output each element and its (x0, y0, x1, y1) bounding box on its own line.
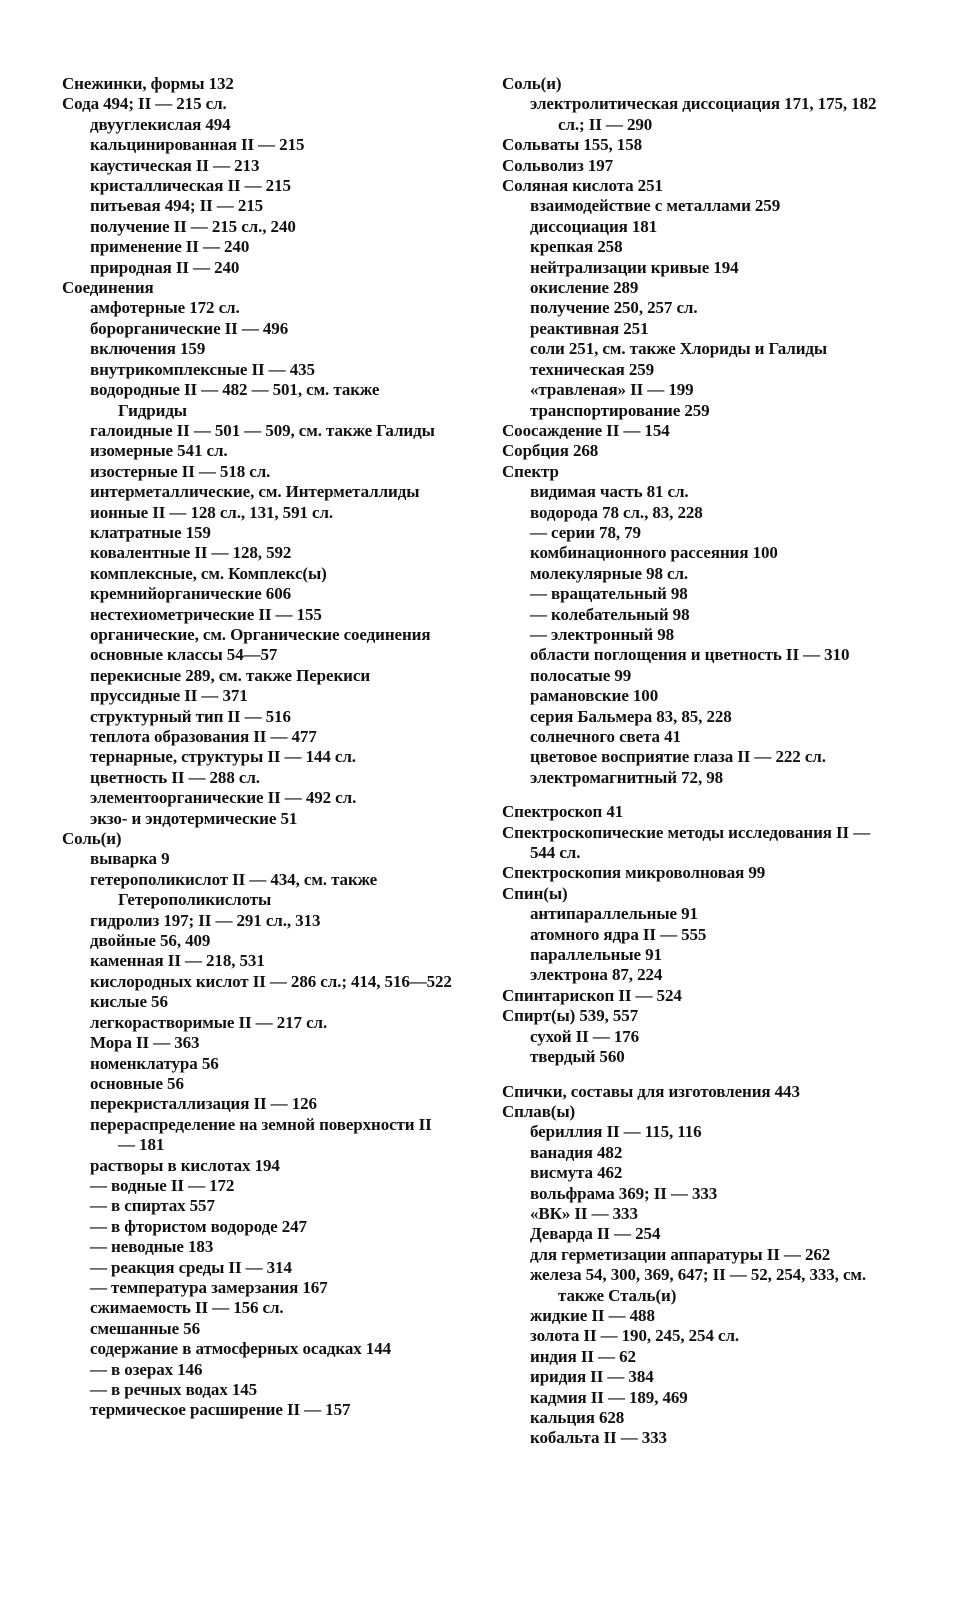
index-column-right (502, 74, 880, 1449)
index-subentry: тернарные, структуры II — 144 сл. (90, 747, 356, 767)
index-subentry: термическое расширение II — 157 (90, 1400, 351, 1420)
index-subentry: — электронный 98 (530, 624, 674, 644)
index-subentry: комплексные, см. Комплекс(ы) (90, 563, 327, 583)
index-subentry: галоидные II — 501 — 509, см. также Галиды (90, 420, 435, 440)
index-subentry: серия Бальмера 83, 85, 228 (530, 706, 732, 726)
index-subentry: кальция 628 (530, 1408, 625, 1427)
index-subentry: нестехиометрические II — 155 (90, 604, 322, 624)
index-subentry: амфотерные 172 сл. (90, 298, 240, 318)
index-subentry: питьевая 494; II — 215 (90, 196, 264, 216)
index-subentry: для герметизации аппаратуры II — 262 (530, 1244, 831, 1264)
index-subentry: цветовое восприятие глаза II — 222 сл. (530, 747, 826, 767)
index-subentry: внутрикомплексные II — 435 (90, 359, 315, 379)
index-subentry: природная II — 240 (90, 257, 240, 277)
index-entry: Спектр (502, 461, 559, 481)
index-entry: Соединения (62, 278, 154, 298)
index-subentry: гетерополикислот II — 434, см. также Гетерополикислоты (90, 869, 378, 910)
index-subentry: — реакция среды II — 314 (90, 1257, 292, 1277)
index-subentry: Деварда II — 254 (530, 1224, 661, 1244)
index-subentry: водородные II — 482 — 501, см. также Гидриды (90, 380, 380, 420)
index-subentry: — водные II — 172 (90, 1175, 235, 1195)
index-entry: Спектроскопия микроволновая 99 (502, 863, 766, 883)
index-subentry: диссоциация 181 (530, 216, 658, 236)
index-subentry: окисление 289 (530, 278, 639, 298)
index-subentry: комбинационного рассеяния 100 (530, 543, 778, 563)
index-entry: Снежинки, формы 132 (62, 74, 234, 93)
index-subentry: — в речных водах 145 (90, 1380, 258, 1399)
index-subentry: двууглекислая 494 (90, 114, 231, 134)
index-subentry: кобальта II — 333 (530, 1428, 667, 1448)
index-subentry: — неводные 183 (90, 1237, 214, 1257)
index-subentry: ионные II — 128 сл., 131, 591 сл. (90, 502, 334, 522)
index-subentry: содержание в атмосферных осадках 144 (90, 1339, 392, 1359)
index-subentry: видимая часть 81 сл. (530, 482, 689, 502)
index-subentry: молекулярные 98 сл. (530, 563, 689, 583)
index-entry: Сплав(ы) (502, 1101, 576, 1121)
index-entry: Соль(и) (502, 74, 562, 93)
index-subentry: кремнийорганические 606 (90, 584, 291, 604)
index-subentry: кислородных кислот II — 286 сл.; 414, 516—522 (90, 971, 452, 991)
index-subentry: соли 251, см. также Хлориды и Галиды (530, 339, 828, 359)
index-subentry: электролитическая диссоциация 171, 175, 182 сл.; II — 290 (530, 94, 877, 134)
index-subentry: электрона 87, 224 (530, 965, 663, 985)
index-subentry: кристаллическая II — 215 (90, 176, 291, 196)
index-subentry: — колебательный 98 (530, 604, 690, 624)
index-subentry: перекристаллизация II — 126 (90, 1094, 317, 1114)
index-subentry: реактивная 251 (530, 318, 649, 338)
index-subentry: электромагнитный 72, 98 (530, 767, 724, 787)
index-subentry: золота II — 190, 245, 254 сл. (530, 1326, 740, 1346)
index-subentry: включения 159 (90, 339, 206, 359)
index-subentry: выварка 9 (90, 849, 170, 869)
index-subentry: структурный тип II — 516 (90, 706, 291, 726)
index-subentry: клатратные 159 (90, 522, 211, 542)
index-subentry: области поглощения и цветность II — 310 (530, 645, 850, 665)
index-subentry: «ВК» II — 333 (530, 1203, 638, 1223)
index-subentry: получение 250, 257 сл. (530, 298, 698, 318)
index-subentry: — в спиртах 557 (90, 1196, 215, 1216)
index-subentry: номенклатура 56 (90, 1053, 219, 1073)
index-entry: Сода 494; II — 215 сл. (62, 94, 227, 114)
index-subentry: твердый 560 (530, 1047, 625, 1067)
index-subentry: крепкая 258 (530, 237, 623, 257)
index-subentry: висмута 462 (530, 1163, 623, 1183)
index-subentry: бериллия II — 115, 116 (530, 1122, 702, 1142)
index-subentry: взаимодействие с металлами 259 (530, 196, 781, 216)
index-subentry: элементоорганические II — 492 сл. (90, 788, 357, 808)
index-subentry: кислые 56 (90, 992, 168, 1012)
index-subentry: пруссидные II — 371 (90, 686, 248, 706)
index-subentry: антипараллельные 91 (530, 904, 698, 924)
index-subentry: растворы в кислотах 194 (90, 1155, 280, 1175)
index-subentry: перераспределение на земной поверхности II — 181 (90, 1114, 432, 1155)
index-entry: Спектроскоп 41 (502, 802, 624, 822)
index-subentry: получение II — 215 сл., 240 (90, 216, 296, 236)
index-subentry: экзо- и эндотермические 51 (90, 808, 298, 828)
index-subentry: основные 56 (90, 1073, 184, 1093)
index-entry: Соляная кислота 251 (502, 176, 663, 196)
index-entry: Спирт(ы) 539, 557 (502, 1006, 639, 1026)
index-subentry: каменная II — 218, 531 (90, 951, 265, 971)
index-subentry: основные классы 54—57 (90, 645, 278, 665)
index-entry: Спинтарископ II — 524 (502, 985, 682, 1005)
index-subentry: кадмия II — 189, 469 (530, 1387, 688, 1407)
index-subentry: «травленая» II — 199 (530, 380, 694, 400)
index-subentry: применение II — 240 (90, 237, 250, 257)
index-subentry: жидкие II — 488 (530, 1305, 655, 1325)
index-subentry: параллельные 91 (530, 945, 662, 965)
index-subentry: сухой II — 176 (530, 1026, 640, 1046)
index-subentry: — серии 78, 79 (530, 522, 641, 542)
index-subentry: водорода 78 сл., 83, 228 (530, 502, 703, 522)
index-subentry: каустическая II — 213 (90, 155, 260, 175)
index-subentry: техническая 259 (530, 359, 655, 379)
index-subentry: гидролиз 197; II — 291 сл., 313 (90, 910, 321, 930)
index-subentry: атомного ядра II — 555 (530, 924, 707, 944)
index-entry: Сольваты 155, 158 (502, 135, 642, 155)
index-subentry: смешанные 56 (90, 1318, 200, 1338)
index-subentry: органические, см. Органические соединения (90, 624, 431, 644)
index-subentry: ковалентные II — 128, 592 (90, 543, 292, 563)
index-subentry: сжимаемость II — 156 сл. (90, 1298, 284, 1318)
index-subentry: двойные 56, 409 (90, 931, 211, 951)
index-subentry: интерметаллические, см. Интерметаллиды (90, 482, 420, 502)
index-subentry: — в фтористом водороде 247 (90, 1216, 307, 1236)
index-subentry: изомерные 541 сл. (90, 441, 228, 461)
index-subentry: иридия II — 384 (530, 1367, 654, 1387)
index-subentry: — температура замерзания 167 (90, 1277, 328, 1297)
index-subentry: перекисные 289, см. также Перекиси (90, 665, 371, 685)
index-subentry: цветность II — 288 сл. (90, 767, 260, 787)
index-subentry: рамановские 100 (530, 686, 659, 706)
index-subentry: вольфрама 369; II — 333 (530, 1183, 718, 1203)
index-subentry: полосатые 99 (530, 665, 632, 685)
index-entry: Спин(ы) (502, 883, 568, 903)
index-subentry: теплота образования II — 477 (90, 727, 317, 746)
index-subentry: изостерные II — 518 сл. (90, 461, 271, 481)
index-subentry: Мора II — 363 (90, 1033, 200, 1053)
index-subentry: кальцинированная II — 215 (90, 135, 305, 155)
index-subentry: индия II — 62 (530, 1346, 636, 1366)
index-entry: Сольволиз 197 (502, 155, 614, 175)
index-entry: Сорбция 268 (502, 441, 599, 461)
index-subentry: железа 54, 300, 369, 647; II — 52, 254, 333, см. также Сталь(и) (530, 1265, 867, 1305)
index-entry: Соосаждение II — 154 (502, 420, 670, 440)
index-subentry: — в озерах 146 (90, 1359, 203, 1379)
index-entry: Соль(и) (62, 829, 122, 849)
index-entry: Спички, составы для изготовления 443 (502, 1081, 800, 1101)
index-subentry: ванадия 482 (530, 1142, 623, 1162)
index-entry: Спектроскопические методы исследования II — 544 сл. (502, 822, 871, 863)
index-subentry: легкорастворимые II — 217 сл. (90, 1012, 328, 1032)
index-subentry: транспортирование 259 (530, 400, 710, 420)
index-subentry: солнечного света 41 (530, 727, 681, 746)
index-subentry: борорганические II — 496 (90, 318, 289, 338)
index-subentry: нейтрализации кривые 194 (530, 257, 739, 277)
index-column-left (62, 74, 452, 1421)
index-subentry: — вращательный 98 (530, 584, 688, 604)
